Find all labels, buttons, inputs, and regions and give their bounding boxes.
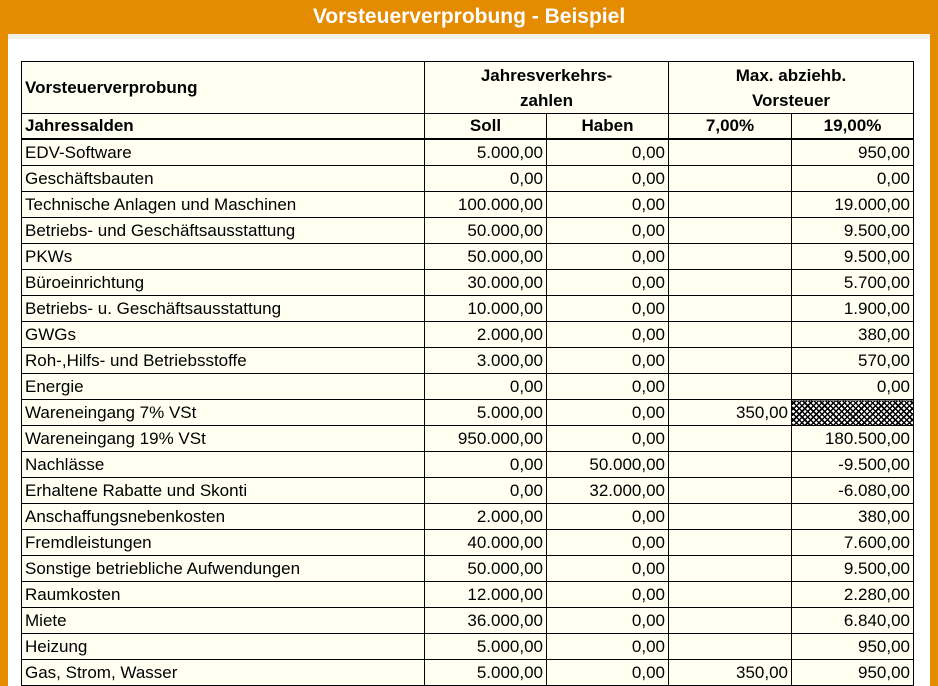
cell-vorsteuer-7[interactable] xyxy=(669,556,792,582)
cell-soll[interactable]: 50.000,00 xyxy=(425,218,547,244)
table-row xyxy=(22,530,914,556)
table-row xyxy=(22,504,914,530)
cell-vorsteuer-19[interactable]: 1.900,00 xyxy=(792,296,914,322)
cell-vorsteuer-7[interactable] xyxy=(669,504,792,530)
cell-vorsteuer-7[interactable] xyxy=(669,270,792,296)
cell-haben[interactable]: 0,00 xyxy=(547,322,669,348)
cell-soll[interactable]: 0,00 xyxy=(425,374,547,400)
cell-soll[interactable]: 30.000,00 xyxy=(425,270,547,296)
table-row xyxy=(22,296,914,322)
cell-vorsteuer-19[interactable]: -9.500,00 xyxy=(792,452,914,478)
cell-soll[interactable]: 50.000,00 xyxy=(425,556,547,582)
cell-soll[interactable]: 5.000,00 xyxy=(425,139,547,166)
table-subheader-row xyxy=(22,114,914,140)
table-row xyxy=(22,452,914,478)
cell-vorsteuer-19[interactable]: 0,00 xyxy=(792,374,914,400)
header-label-cell[interactable] xyxy=(22,62,425,114)
cell-haben[interactable]: 0,00 xyxy=(547,582,669,608)
cell-haben[interactable]: 0,00 xyxy=(547,660,669,686)
cell-haben[interactable]: 0,00 xyxy=(547,296,669,322)
cell-label[interactable]: Nachlässe xyxy=(22,452,425,478)
cell-vorsteuer-19[interactable]: 7.600,00 xyxy=(792,530,914,556)
cell-label[interactable]: Geschäftsbauten xyxy=(22,166,425,192)
cell-haben[interactable]: 0,00 xyxy=(547,530,669,556)
subheader-rate19-cell[interactable] xyxy=(792,114,914,140)
table-row xyxy=(22,348,914,374)
subheader-rate7-cell[interactable] xyxy=(669,114,792,140)
header-jahresverkehrszahlen[interactable] xyxy=(425,62,669,114)
cell-vorsteuer-19[interactable]: 950,00 xyxy=(792,139,914,166)
cell-vorsteuer-19[interactable]: 9.500,00 xyxy=(792,556,914,582)
cell-haben[interactable]: 0,00 xyxy=(547,374,669,400)
subheader-label: Jahressalden xyxy=(25,116,134,135)
cell-vorsteuer-7[interactable] xyxy=(669,296,792,322)
table-row xyxy=(22,634,914,660)
cell-vorsteuer-7[interactable] xyxy=(669,634,792,660)
page-title: Vorsteuerverprobung - Beispiel xyxy=(312,5,626,28)
cell-vorsteuer-7[interactable] xyxy=(669,374,792,400)
cell-label[interactable]: Roh-,Hilfs- und Betriebsstoffe xyxy=(22,348,425,374)
cell-soll[interactable]: 2.000,00 xyxy=(425,322,547,348)
cell-vorsteuer-7[interactable] xyxy=(669,582,792,608)
cell-label[interactable]: Erhaltene Rabatte und Skonti xyxy=(22,478,425,504)
subheader-haben: Haben xyxy=(581,116,634,135)
cell-label[interactable]: Büroeinrichtung xyxy=(22,270,425,296)
cell-haben[interactable]: 0,00 xyxy=(547,166,669,192)
table-row xyxy=(22,556,914,582)
subheader-soll: Soll xyxy=(469,116,502,135)
cell-vorsteuer-7[interactable] xyxy=(669,530,792,556)
spreadsheet-area xyxy=(8,34,930,686)
cell-haben[interactable]: 0,00 xyxy=(547,139,669,166)
cell-soll[interactable]: 100.000,00 xyxy=(425,192,547,218)
table-row xyxy=(22,192,914,218)
cell-vorsteuer-19[interactable] xyxy=(792,400,914,426)
cell-soll[interactable]: 5.000,00 xyxy=(425,660,547,686)
cell-vorsteuer-7[interactable] xyxy=(669,166,792,192)
cell-vorsteuer-19[interactable]: 380,00 xyxy=(792,322,914,348)
cell-haben[interactable]: 0,00 xyxy=(547,400,669,426)
cell-label[interactable]: Technische Anlagen und Maschinen xyxy=(22,192,425,218)
cell-haben[interactable]: 0,00 xyxy=(547,504,669,530)
cell-vorsteuer-7[interactable] xyxy=(669,322,792,348)
cell-haben[interactable]: 0,00 xyxy=(547,192,669,218)
cell-vorsteuer-7[interactable] xyxy=(669,608,792,634)
cell-soll[interactable]: 5.000,00 xyxy=(425,400,547,426)
cell-vorsteuer-7[interactable] xyxy=(669,139,792,166)
subheader-label-cell[interactable] xyxy=(22,114,425,140)
table-row xyxy=(22,374,914,400)
cell-soll[interactable]: 36.000,00 xyxy=(425,608,547,634)
table-row xyxy=(22,608,914,634)
cell-label[interactable]: Wareneingang 7% VSt xyxy=(22,400,425,426)
cell-soll[interactable]: 3.000,00 xyxy=(425,348,547,374)
cell-haben[interactable]: 0,00 xyxy=(547,556,669,582)
table-row xyxy=(22,166,914,192)
cell-vorsteuer-7[interactable] xyxy=(669,192,792,218)
cell-label[interactable]: Energie xyxy=(22,374,425,400)
cell-vorsteuer-19[interactable]: 950,00 xyxy=(792,660,914,686)
table-row xyxy=(22,478,914,504)
cell-haben[interactable]: 50.000,00 xyxy=(547,452,669,478)
cell-label[interactable]: Raumkosten xyxy=(22,582,425,608)
cell-haben[interactable]: 0,00 xyxy=(547,634,669,660)
table-row xyxy=(22,218,914,244)
cell-vorsteuer-19[interactable]: 570,00 xyxy=(792,348,914,374)
cell-vorsteuer-19[interactable]: 9.500,00 xyxy=(792,218,914,244)
cell-soll[interactable]: 0,00 xyxy=(425,452,547,478)
cell-label[interactable]: Fremdleistungen xyxy=(22,530,425,556)
cell-soll[interactable]: 10.000,00 xyxy=(425,296,547,322)
table-row xyxy=(22,244,914,270)
cell-vorsteuer-19[interactable]: 19.000,00 xyxy=(792,192,914,218)
table-row xyxy=(22,139,914,166)
header-group2-line2: Vorsteuer xyxy=(751,90,831,110)
cell-soll[interactable]: 5.000,00 xyxy=(425,634,547,660)
header-group2-line1: Max. abziehb. xyxy=(735,65,847,85)
cell-haben[interactable]: 0,00 xyxy=(547,218,669,244)
cell-vorsteuer-7[interactable] xyxy=(669,452,792,478)
cell-label[interactable]: Betriebs- u. Geschäftsausstattung xyxy=(22,296,425,322)
header-max-vorsteuer[interactable] xyxy=(669,62,914,114)
cell-label[interactable]: EDV-Software xyxy=(22,139,425,166)
cell-soll[interactable]: 0,00 xyxy=(425,166,547,192)
cell-haben[interactable]: 0,00 xyxy=(547,270,669,296)
cell-soll[interactable]: 12.000,00 xyxy=(425,582,547,608)
cell-vorsteuer-19[interactable]: 950,00 xyxy=(792,634,914,660)
cell-soll[interactable]: 0,00 xyxy=(425,478,547,504)
cell-haben[interactable]: 0,00 xyxy=(547,348,669,374)
vorsteuer-table xyxy=(21,61,914,686)
cell-vorsteuer-7[interactable] xyxy=(669,218,792,244)
table-row xyxy=(22,660,914,686)
header-group1-line2: zahlen xyxy=(520,90,573,110)
cell-vorsteuer-19[interactable]: 0,00 xyxy=(792,166,914,192)
table-row xyxy=(22,426,914,452)
table-row xyxy=(22,322,914,348)
subheader-rate7: 7,00% xyxy=(705,116,755,135)
subheader-haben-cell[interactable] xyxy=(547,114,669,140)
header-group1-line1: Jahresverkehrs- xyxy=(480,65,613,85)
cell-soll[interactable]: 40.000,00 xyxy=(425,530,547,556)
cell-vorsteuer-7[interactable]: 350,00 xyxy=(669,400,792,426)
cell-vorsteuer-19[interactable]: 2.280,00 xyxy=(792,582,914,608)
subheader-rate19: 19,00% xyxy=(823,116,882,135)
header-label: Vorsteuerverprobung xyxy=(25,77,198,97)
table-row xyxy=(22,400,914,426)
cell-vorsteuer-7[interactable] xyxy=(669,348,792,374)
cell-vorsteuer-19[interactable]: 380,00 xyxy=(792,504,914,530)
cell-vorsteuer-19[interactable]: 180.500,00 xyxy=(792,426,914,452)
cell-soll[interactable]: 50.000,00 xyxy=(425,244,547,270)
cell-vorsteuer-19[interactable]: 6.840,00 xyxy=(792,608,914,634)
cell-label[interactable]: Betriebs- und Geschäftsausstattung xyxy=(22,218,425,244)
title-bar xyxy=(0,0,938,34)
cell-haben[interactable]: 32.000,00 xyxy=(547,478,669,504)
cell-label[interactable]: Gas, Strom, Wasser xyxy=(22,660,425,686)
table-row xyxy=(22,270,914,296)
sheet-top-strip xyxy=(8,34,930,39)
cell-label[interactable]: Miete xyxy=(22,608,425,634)
cell-soll[interactable]: 2.000,00 xyxy=(425,504,547,530)
cell-haben[interactable]: 0,00 xyxy=(547,426,669,452)
cell-label[interactable]: Sonstige betriebliche Aufwendungen xyxy=(22,556,425,582)
cell-label[interactable]: Heizung xyxy=(22,634,425,660)
cell-vorsteuer-19[interactable]: 5.700,00 xyxy=(792,270,914,296)
cell-vorsteuer-7[interactable] xyxy=(669,478,792,504)
cell-vorsteuer-7[interactable] xyxy=(669,426,792,452)
table-header-row xyxy=(22,62,914,114)
cell-vorsteuer-19[interactable]: -6.080,00 xyxy=(792,478,914,504)
cell-vorsteuer-7[interactable]: 350,00 xyxy=(669,660,792,686)
cell-vorsteuer-7[interactable] xyxy=(669,244,792,270)
cell-label[interactable]: GWGs xyxy=(22,322,425,348)
cell-haben[interactable]: 0,00 xyxy=(547,244,669,270)
table-row xyxy=(22,582,914,608)
subheader-soll-cell[interactable] xyxy=(425,114,547,140)
cell-label[interactable]: PKWs xyxy=(22,244,425,270)
cell-soll[interactable]: 950.000,00 xyxy=(425,426,547,452)
cell-vorsteuer-19[interactable]: 9.500,00 xyxy=(792,244,914,270)
cell-haben[interactable]: 0,00 xyxy=(547,608,669,634)
cell-label[interactable]: Wareneingang 19% VSt xyxy=(22,426,425,452)
cell-label[interactable]: Anschaffungsnebenkosten xyxy=(22,504,425,530)
